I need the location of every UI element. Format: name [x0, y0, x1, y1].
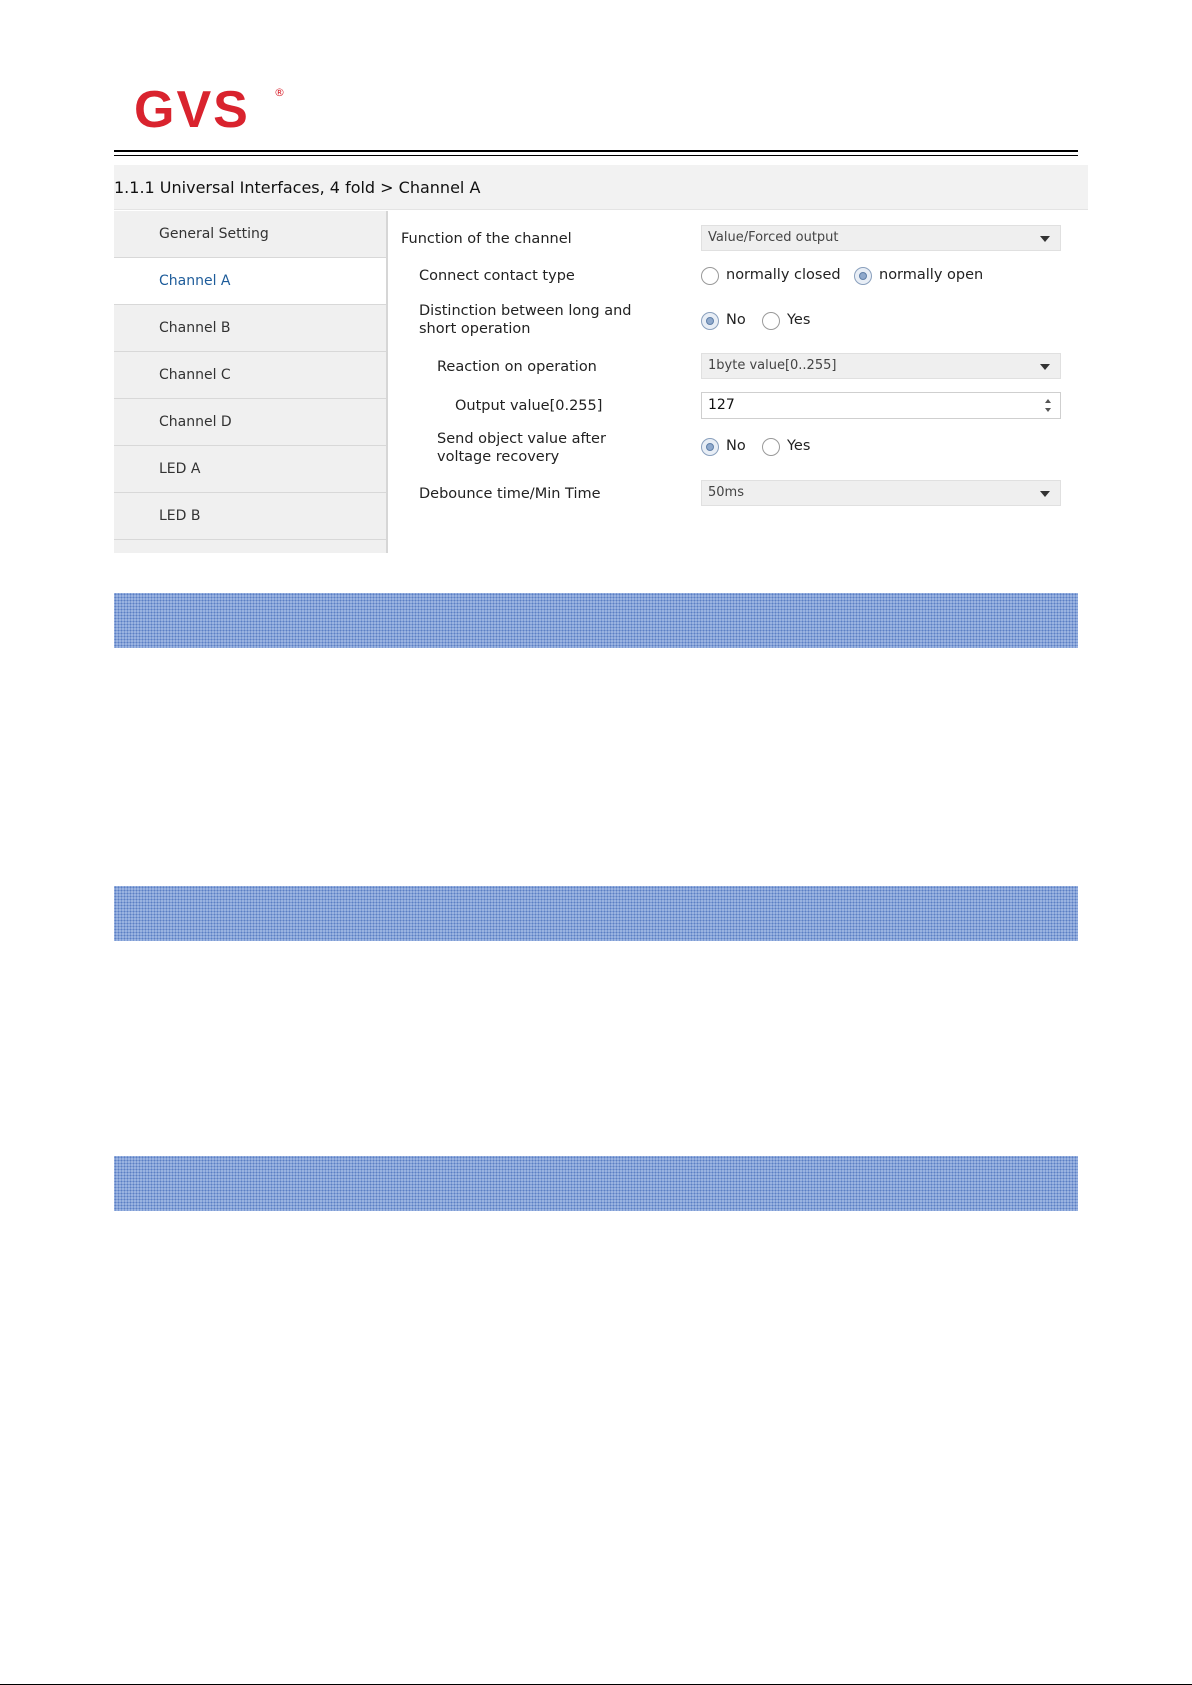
header-rule-thick — [114, 150, 1078, 152]
distinction-label-line2: short operation — [419, 321, 531, 337]
chevron-down-icon — [1040, 491, 1050, 497]
spin-up-icon[interactable] — [1045, 399, 1051, 403]
section-band-3 — [114, 1156, 1078, 1211]
sidebar-item-led-a[interactable]: LED A — [114, 446, 386, 493]
dialog-title-bar — [114, 165, 1088, 210]
section-band-1 — [114, 593, 1078, 648]
sidebar — [114, 211, 388, 553]
header-rule-thin — [114, 155, 1078, 156]
dialog-title: 1.1.1 Universal Interfaces, 4 fold > Channel A — [114, 178, 481, 197]
function-of-channel-dropdown[interactable] — [701, 225, 1061, 251]
reaction-on-operation-dropdown[interactable] — [701, 353, 1061, 379]
output-value-value: 127 — [708, 397, 735, 413]
radio-circle-icon — [701, 267, 719, 285]
radio-selected-icon — [854, 267, 872, 285]
reaction-on-operation-value: 1byte value[0..255] — [708, 358, 837, 373]
radio-circle-icon — [762, 438, 780, 456]
radio-label: No — [726, 438, 746, 454]
sidebar-item-channel-c[interactable]: Channel C — [114, 352, 386, 399]
connect-contact-type-label: Connect contact type — [419, 268, 575, 284]
spin-down-icon[interactable] — [1045, 408, 1051, 412]
output-value-label: Output value[0.255] — [455, 398, 603, 414]
function-of-channel-value: Value/Forced output — [708, 230, 839, 245]
send-after-recovery-label-line2: voltage recovery — [437, 449, 560, 465]
radio-label: No — [726, 312, 746, 328]
sidebar-item-general-setting[interactable]: General Setting — [114, 211, 386, 258]
debounce-time-label: Debounce time/Min Time — [419, 486, 601, 502]
registered-mark: ® — [274, 86, 285, 99]
radio-label: normally open — [879, 267, 984, 283]
radio-selected-icon — [701, 438, 719, 456]
section-band-2 — [114, 886, 1078, 941]
radio-label: Yes — [787, 438, 811, 454]
debounce-time-value: 50ms — [708, 485, 744, 500]
chevron-down-icon — [1040, 364, 1050, 370]
send-after-recovery-label-line1: Send object value after — [437, 431, 606, 447]
sidebar-item-channel-b[interactable]: Channel B — [114, 305, 386, 352]
brand-logo: GVS — [134, 81, 250, 139]
function-of-channel-label: Function of the channel — [401, 231, 572, 247]
radio-label: Yes — [787, 312, 811, 328]
sidebar-item-channel-d[interactable]: Channel D — [114, 399, 386, 446]
radio-label: normally closed — [726, 267, 841, 283]
chevron-down-icon — [1040, 236, 1050, 242]
radio-selected-icon — [701, 312, 719, 330]
reaction-on-operation-label: Reaction on operation — [437, 359, 597, 375]
radio-circle-icon — [762, 312, 780, 330]
debounce-time-dropdown[interactable] — [701, 480, 1061, 506]
parameter-dialog — [114, 165, 1088, 553]
sidebar-item-led-b[interactable]: LED B — [114, 493, 386, 540]
sidebar-item-channel-a[interactable]: Channel A — [114, 258, 386, 305]
output-value-spinbox[interactable] — [701, 392, 1061, 419]
distinction-label-line1: Distinction between long and — [419, 303, 632, 319]
